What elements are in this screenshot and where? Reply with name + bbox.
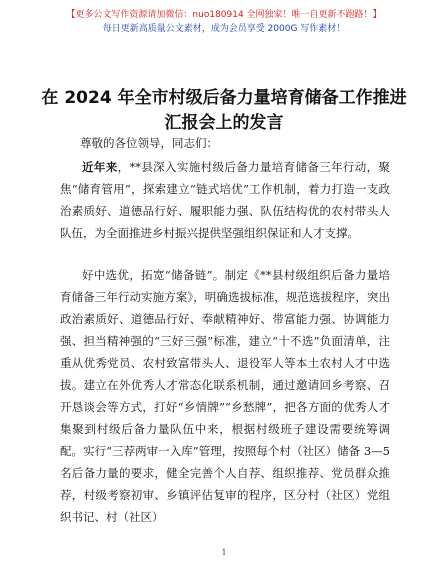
paragraph-1-indent	[60, 160, 82, 174]
document-title-line-1: 在 2024 年全市村级后备力量培育储备工作推进	[41, 88, 407, 108]
promo-banner-line-1: 【更多公文写作资源请加微信：nuo180914 全网独家！唯一自更新不跑路！】	[66, 10, 382, 20]
paragraph-2-indent	[60, 268, 82, 282]
paragraph-1	[60, 156, 390, 244]
promo-banner	[0, 8, 448, 36]
page-number: 1	[221, 548, 227, 557]
salutation: 尊敬的各位领导，同志们：	[80, 136, 218, 150]
promo-banner-line-2: 每日更新高质量公文素材，成为会员享受 2000G 写作素材！	[102, 24, 346, 34]
paragraph-1-lead: 近年来	[82, 160, 118, 174]
document-title-line-2: 汇报会上的发言	[164, 113, 284, 133]
document-title	[40, 86, 408, 136]
paragraph-2	[60, 264, 390, 528]
paragraph-2-text: 好中选优，拓宽“储备链”。制定《**县村级组织后备力量培育储备三年行动实施方案》，明确选拔标准，规范选拔程序，突出政治素质好、道德品行好、奉献精神好、带富能力强、协调能力强、担当精神强的“三好三强”标准，建立“十不选”负面清单，注重从优秀党员、农村致富带头人、退役军人等本土农村人才中选拔。建立在外优秀人才常态化联系机制，通过邀请回乡考察、召开恳谈会等方式，打好“乡情牌”“乡愁牌”，把各方面的优秀人才集聚到村级后备力量队伍中来，根据村级班子建设需要统筹调配。实行“三荐两审一入库”管理，按照每个村（社区）储备 3—5 名后备力量的要求，健全完善个人自荐、组织推荐、党员群众推荐，村级考察初审、乡镇评估复审的程序，区分村（社区）党组织书记、村（社区）	[60, 268, 390, 524]
paragraph-1-text: ，**县深入实施村级后备力量培育储备三年行动，聚焦“储育管用”，探索建立“链式培优”工作机制，着力打造一支政治素质好、道德品行好、履职能力强、队伍结构优的农村带头人队伍，为全面推进乡村振兴提供坚强组织保证和人才支撑。	[60, 160, 391, 240]
